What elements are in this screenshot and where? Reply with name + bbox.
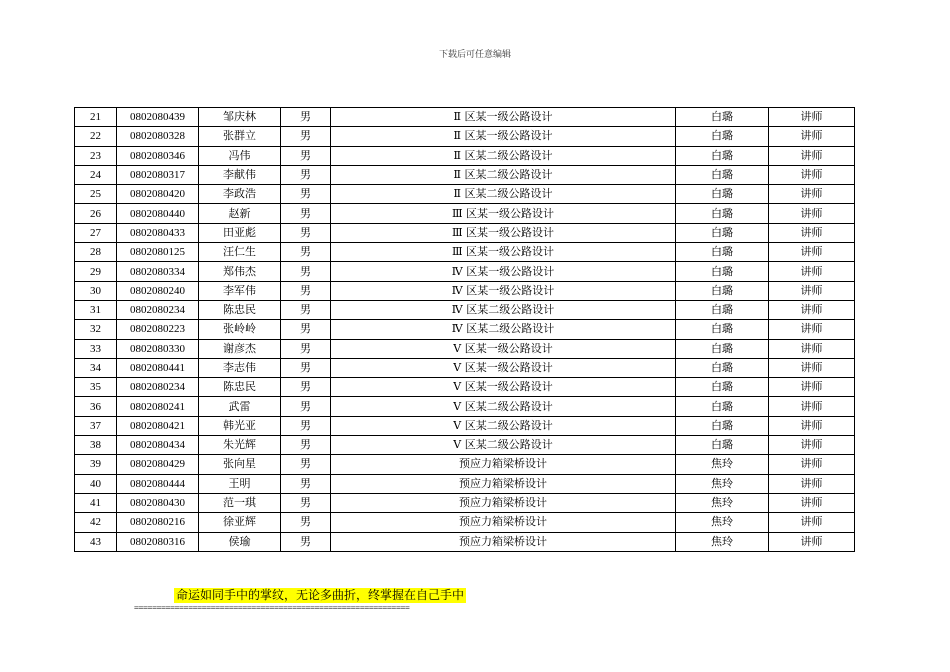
cell-gender: 男 [281,436,331,455]
table-row [75,243,855,262]
cell-thesis-topic: Ⅱ 区某二级公路设计 [331,146,676,165]
cell-student-name: 李志伟 [199,358,281,377]
cell-advisor-title: 讲师 [769,493,855,512]
cell-thesis-topic: Ⅳ 区某一级公路设计 [331,262,676,281]
cell-student-name: 陈忠民 [199,300,281,319]
table-row [75,165,855,184]
cell-advisor-title: 讲师 [769,320,855,339]
table-row [75,223,855,242]
cell-thesis-topic: Ⅴ 区某一级公路设计 [331,358,676,377]
cell-student-name: 张群立 [199,127,281,146]
cell-thesis-topic: Ⅴ 区某二级公路设计 [331,416,676,435]
cell-thesis-topic: 预应力箱梁桥设计 [331,474,676,493]
table-row [75,108,855,127]
cell-student-id: 0802080346 [117,146,199,165]
cell-advisor: 白璐 [676,436,769,455]
table-row [75,397,855,416]
cell-advisor: 白璐 [676,358,769,377]
cell-index: 30 [75,281,117,300]
cell-student-name: 王明 [199,474,281,493]
cell-gender: 男 [281,474,331,493]
cell-index: 26 [75,204,117,223]
cell-student-name: 郑伟杰 [199,262,281,281]
cell-advisor: 白璐 [676,378,769,397]
cell-index: 39 [75,455,117,474]
cell-gender: 男 [281,127,331,146]
cell-thesis-topic: 预应力箱梁桥设计 [331,532,676,551]
table-row [75,436,855,455]
cell-thesis-topic: Ⅴ 区某二级公路设计 [331,397,676,416]
cell-gender: 男 [281,281,331,300]
cell-advisor-title: 讲师 [769,532,855,551]
cell-thesis-topic: 预应力箱梁桥设计 [331,513,676,532]
cell-advisor: 白璐 [676,223,769,242]
cell-thesis-topic: Ⅴ 区某一级公路设计 [331,339,676,358]
cell-student-name: 张向星 [199,455,281,474]
cell-student-id: 0802080125 [117,243,199,262]
cell-student-name: 冯伟 [199,146,281,165]
table-row [75,455,855,474]
cell-thesis-topic: Ⅳ 区某一级公路设计 [331,281,676,300]
cell-index: 31 [75,300,117,319]
cell-advisor-title: 讲师 [769,127,855,146]
cell-thesis-topic: Ⅴ 区某一级公路设计 [331,378,676,397]
cell-advisor-title: 讲师 [769,204,855,223]
cell-student-id: 0802080316 [117,532,199,551]
cell-gender: 男 [281,455,331,474]
cell-gender: 男 [281,513,331,532]
cell-thesis-topic: Ⅴ 区某二级公路设计 [331,436,676,455]
cell-student-id: 0802080434 [117,436,199,455]
cell-index: 36 [75,397,117,416]
cell-gender: 男 [281,108,331,127]
cell-index: 40 [75,474,117,493]
cell-index: 27 [75,223,117,242]
cell-thesis-topic: Ⅱ 区某一级公路设计 [331,127,676,146]
table-row [75,358,855,377]
cell-advisor: 焦玲 [676,474,769,493]
cell-advisor-title: 讲师 [769,223,855,242]
cell-student-id: 0802080234 [117,378,199,397]
cell-index: 34 [75,358,117,377]
cell-index: 29 [75,262,117,281]
cell-advisor: 白璐 [676,204,769,223]
cell-student-id: 0802080421 [117,416,199,435]
cell-advisor-title: 讲师 [769,185,855,204]
cell-advisor-title: 讲师 [769,378,855,397]
cell-gender: 男 [281,320,331,339]
cell-advisor: 白璐 [676,339,769,358]
table-row [75,474,855,493]
table-row [75,146,855,165]
cell-student-id: 0802080240 [117,281,199,300]
cell-advisor: 白璐 [676,165,769,184]
cell-student-name: 武雷 [199,397,281,416]
cell-student-name: 谢彦杰 [199,339,281,358]
cell-student-name: 张岭岭 [199,320,281,339]
cell-advisor: 白璐 [676,281,769,300]
cell-gender: 男 [281,339,331,358]
cell-student-name: 范一琪 [199,493,281,512]
cell-advisor-title: 讲师 [769,262,855,281]
cell-index: 22 [75,127,117,146]
cell-gender: 男 [281,493,331,512]
cell-index: 21 [75,108,117,127]
table-row [75,127,855,146]
cell-index: 37 [75,416,117,435]
cell-thesis-topic: Ⅳ 区某二级公路设计 [331,320,676,339]
cell-gender: 男 [281,243,331,262]
cell-index: 33 [75,339,117,358]
cell-index: 43 [75,532,117,551]
cell-gender: 男 [281,532,331,551]
cell-advisor-title: 讲师 [769,108,855,127]
cell-student-id: 0802080317 [117,165,199,184]
cell-student-id: 0802080216 [117,513,199,532]
cell-thesis-topic: 预应力箱梁桥设计 [331,455,676,474]
cell-student-id: 0802080328 [117,127,199,146]
cell-gender: 男 [281,223,331,242]
cell-advisor: 白璐 [676,397,769,416]
cell-student-id: 0802080444 [117,474,199,493]
cell-index: 23 [75,146,117,165]
cell-advisor-title: 讲师 [769,513,855,532]
cell-advisor-title: 讲师 [769,243,855,262]
cell-student-name: 李献伟 [199,165,281,184]
cell-thesis-topic: Ⅱ 区某二级公路设计 [331,165,676,184]
table-row [75,320,855,339]
table-body [75,108,855,552]
cell-index: 28 [75,243,117,262]
table-row [75,532,855,551]
cell-index: 38 [75,436,117,455]
cell-index: 41 [75,493,117,512]
cell-advisor-title: 讲师 [769,146,855,165]
cell-student-id: 0802080420 [117,185,199,204]
cell-advisor: 白璐 [676,416,769,435]
cell-thesis-topic: 预应力箱梁桥设计 [331,493,676,512]
cell-advisor-title: 讲师 [769,397,855,416]
cell-student-id: 0802080234 [117,300,199,319]
cell-gender: 男 [281,397,331,416]
cell-gender: 男 [281,185,331,204]
table-row [75,185,855,204]
table-row [75,513,855,532]
cell-student-id: 0802080429 [117,455,199,474]
cell-student-id: 0802080439 [117,108,199,127]
cell-advisor: 白璐 [676,185,769,204]
cell-advisor: 焦玲 [676,513,769,532]
cell-advisor: 白璐 [676,262,769,281]
cell-student-id: 0802080430 [117,493,199,512]
cell-advisor: 白璐 [676,146,769,165]
table-row [75,378,855,397]
cell-student-name: 侯瑜 [199,532,281,551]
cell-thesis-topic: Ⅳ 区某二级公路设计 [331,300,676,319]
cell-student-name: 邹庆林 [199,108,281,127]
cell-advisor: 白璐 [676,320,769,339]
cell-student-name: 徐亚辉 [199,513,281,532]
cell-thesis-topic: Ⅲ 区某一级公路设计 [331,223,676,242]
cell-index: 42 [75,513,117,532]
cell-student-name: 李政浩 [199,185,281,204]
cell-student-name: 朱光辉 [199,436,281,455]
cell-gender: 男 [281,358,331,377]
cell-advisor-title: 讲师 [769,416,855,435]
cell-student-id: 0802080223 [117,320,199,339]
cell-thesis-topic: Ⅲ 区某一级公路设计 [331,204,676,223]
cell-advisor: 白璐 [676,300,769,319]
header-note: 下载后可任意编辑 [438,50,511,60]
cell-advisor-title: 讲师 [769,281,855,300]
cell-advisor-title: 讲师 [769,455,855,474]
cell-advisor-title: 讲师 [769,358,855,377]
cell-advisor-title: 讲师 [769,436,855,455]
cell-gender: 男 [281,165,331,184]
cell-gender: 男 [281,416,331,435]
cell-student-id: 0802080241 [117,397,199,416]
cell-advisor: 白璐 [676,127,769,146]
table-row [75,416,855,435]
cell-thesis-topic: Ⅲ 区某一级公路设计 [331,243,676,262]
table-row [75,281,855,300]
cell-index: 32 [75,320,117,339]
cell-advisor-title: 讲师 [769,165,855,184]
cell-student-id: 0802080433 [117,223,199,242]
cell-advisor-title: 讲师 [769,474,855,493]
footer-motto: 命运如同手中的掌纹，无论多曲折，终掌握在自己手中 [176,588,465,602]
cell-student-name: 韩光亚 [199,416,281,435]
cell-advisor: 焦玲 [676,455,769,474]
cell-gender: 男 [281,146,331,165]
cell-advisor: 焦玲 [676,532,769,551]
cell-index: 25 [75,185,117,204]
cell-index: 24 [75,165,117,184]
footer-divider: ============================================================= [134,603,410,612]
cell-advisor-title: 讲师 [769,300,855,319]
cell-student-id: 0802080441 [117,358,199,377]
cell-student-name: 汪仁生 [199,243,281,262]
cell-thesis-topic: Ⅱ 区某一级公路设计 [331,108,676,127]
table-row [75,493,855,512]
cell-thesis-topic: Ⅱ 区某二级公路设计 [331,185,676,204]
cell-student-id: 0802080330 [117,339,199,358]
table-row [75,204,855,223]
cell-gender: 男 [281,262,331,281]
cell-student-name: 田亚彪 [199,223,281,242]
cell-student-name: 李军伟 [199,281,281,300]
student-topic-table [74,107,855,552]
cell-student-name: 陈忠民 [199,378,281,397]
table-row [75,339,855,358]
cell-student-name: 赵新 [199,204,281,223]
cell-student-id: 0802080334 [117,262,199,281]
cell-advisor: 白璐 [676,243,769,262]
cell-gender: 男 [281,378,331,397]
table-row [75,300,855,319]
cell-advisor: 白璐 [676,108,769,127]
cell-advisor-title: 讲师 [769,339,855,358]
cell-student-id: 0802080440 [117,204,199,223]
cell-index: 35 [75,378,117,397]
cell-gender: 男 [281,300,331,319]
cell-gender: 男 [281,204,331,223]
cell-advisor: 焦玲 [676,493,769,512]
table-row [75,262,855,281]
